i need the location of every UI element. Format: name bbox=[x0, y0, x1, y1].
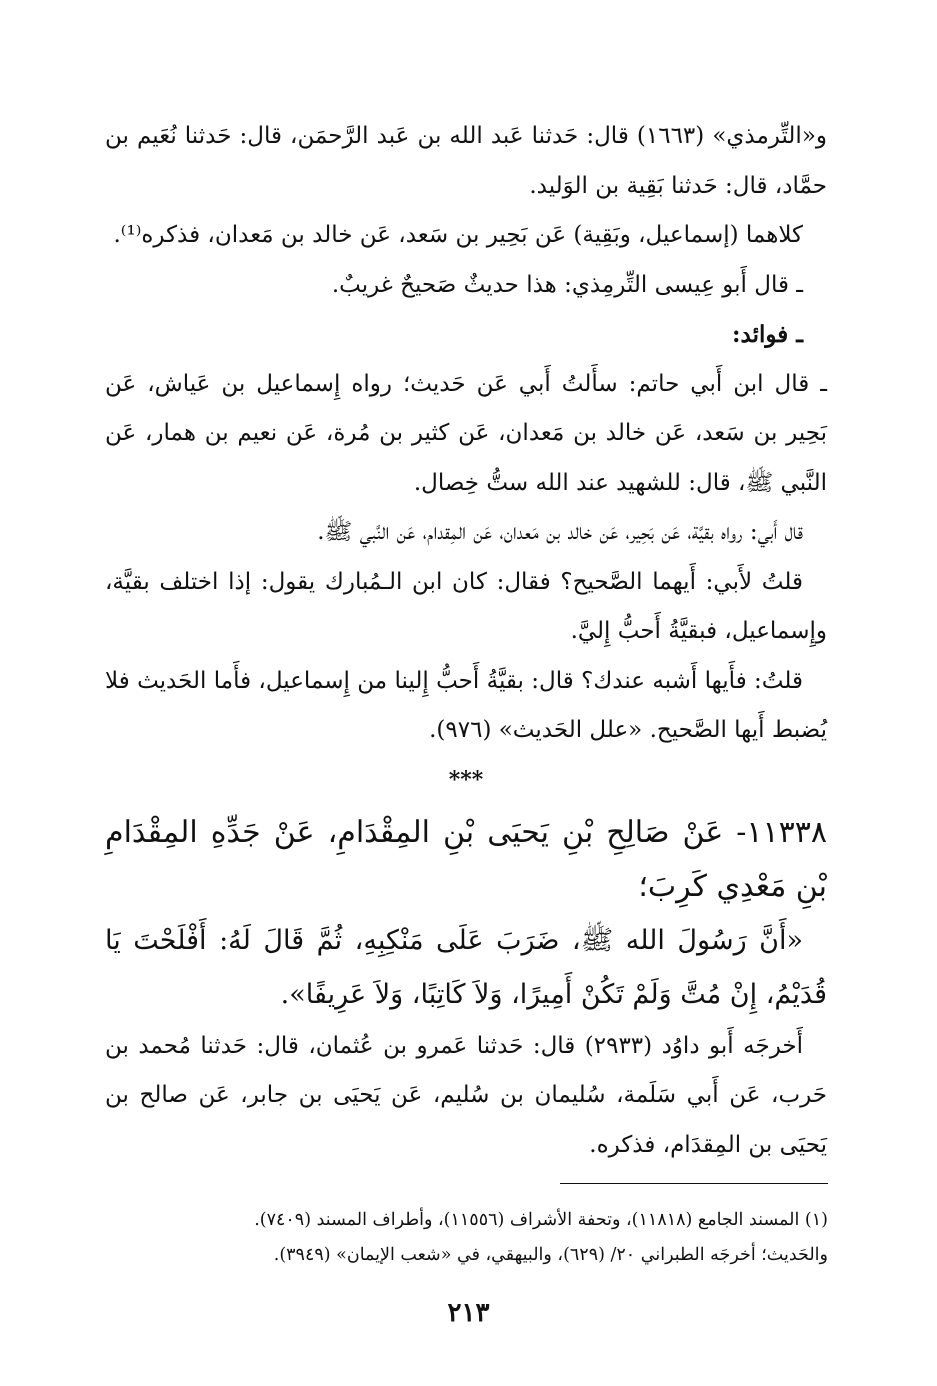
hadith-text: «أَنَّ رَسُولَ الله ﷺ، ضَرَبَ عَلَى مَنْكِبِهِ، ثُمَّ قَالَ لَهُ: أَفْلَحْتَ يَا قُدَيْمُ، إِنْ مُتَّ وَلَمْ تَكُنْ أَمِيرًا، وَلاَ كَاتِبًا، وَلاَ عَرِيفًا». bbox=[105, 924, 827, 1010]
footnote-line: والحَديث؛ أخرجَه الطبراني ٢٠/ (٦٢٩)، والبيهقي، في «شعب الإيمان» (٣٩٤٩). bbox=[273, 1245, 828, 1265]
paragraph-tirmidhi-grading: ـ قال أَبو عِيسى التِّرمِذي: هذا حديثٌ صَحيحٌ غريبٌ. bbox=[331, 271, 803, 298]
paragraph-which-sahih: قلتُ لأَبي: أَيهما الصَّحيح؟ فقال: كان ابن الـمُبارك يقول: إذا اختلف بقيَّة، وإِسماعيل، فبقيَّةُ أَحبُّ إِليَّ. bbox=[105, 568, 827, 644]
paragraph-abi-said: قال أَبي: رواه بقيَّة، عَن بَحِير، عَن خالد بن مَعدان، عَن المِقدام، عَن النَّبي ﷺ. bbox=[317, 519, 803, 545]
paragraph-which-closer: قلتُ: فأَيها أَشبه عندك؟ قال: بقيَّةُ أَحبُّ إِلينا من إِسماعيل، فأَما الحَديث فلا يُضبط أَيها الصَّحيح. «علل الحَديث» (٩٧٦). bbox=[105, 667, 827, 743]
paragraph-both-narrators: كلاهما (إسماعيل، وبَقِية) عَن بَحِير بن سَعد، عَن خالد بن مَعدان، فذكره⁽¹⁾. bbox=[113, 222, 803, 248]
paragraph-tirmidhi-isnad: و«التِّرمذي» (١٦٦٣) قال: حَدثنا عَبد الله بن عَبد الرَّحمَن، قال: حَدثنا نُعَيم بن حمَّاد، قال: حَدثنا بَقِية بن الوَليد. bbox=[105, 123, 827, 199]
main-text bbox=[105, 112, 827, 1170]
paragraph-ibn-abi-hatim: ـ قال ابن أَبي حاتم: سأَلتُ أَبي عَن حَديث؛ رواه إِسماعيل بن عَياش، عَن بَحِير بن سَعد، عَن خالد بن مَعدان، عَن كثير بن مُرة، عَن نعيم بن همار، عَن النَّبي ﷺ، قال: للشهيد عند الله ستُّ خِصال. bbox=[105, 370, 827, 496]
section-heading-benefits: ـ فوائد: bbox=[732, 321, 803, 348]
hadith-heading: ١١٣٣٨- عَنْ صَالِحِ بْنِ يَحيَى بْنِ المِقْدَامِ، عَنْ جَدِّهِ المِقْدَامِ بْنِ مَعْدِي كَرِبَ؛ bbox=[105, 814, 827, 904]
section-separator: *** bbox=[448, 766, 484, 793]
footnote-line: (١) المسند الجامع (١١٨١٨)، وتحفة الأشراف (١١٥٥٦)، وأطراف المسند (٧٤٠٩). bbox=[254, 1210, 828, 1230]
footnotes bbox=[150, 1203, 828, 1273]
paragraph-takhrij: أَخرجَه أَبو داوُد (٢٩٣٣) قال: حَدثنا عَمرو بن عُثمان، قال: حَدثنا مُحمد بن حَرب، عَن أَبي سَلَمة، سُليمان بن سُليم، عَن يَحيَى بن جابر، عَن صالح بن يَحيَى بن المِقدَام، فذكره. bbox=[105, 1032, 827, 1158]
page-number: ٢١٣ bbox=[447, 1298, 490, 1328]
footnote-divider bbox=[560, 1183, 828, 1184]
